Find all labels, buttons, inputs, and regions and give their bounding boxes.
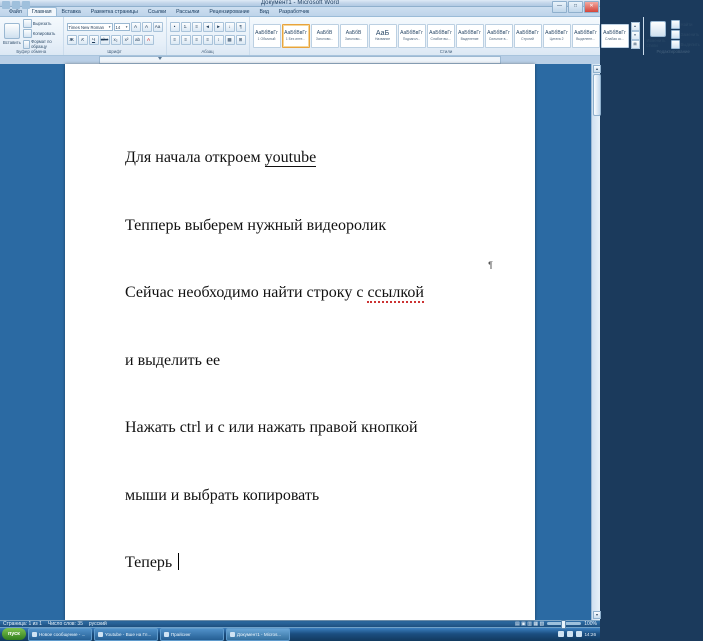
doc-line-6: мыши и выбрать копировать [125, 486, 320, 504]
group-paragraph [167, 17, 250, 55]
clear-formatting-button[interactable]: Aa [153, 22, 163, 32]
scroll-down-icon[interactable]: ▾ [593, 611, 601, 619]
change-styles-icon [650, 21, 666, 37]
strikethrough-button[interactable]: abc [100, 35, 110, 45]
tab-file[interactable]: Файл [9, 9, 22, 15]
doc-line-4: и выделить ее [125, 351, 221, 369]
zoom-knob[interactable] [561, 620, 566, 629]
style-item[interactable]: АаБбВ Заголово... [311, 24, 339, 48]
align-left-button[interactable]: ≡ [170, 35, 180, 45]
styles-gallery-scroll[interactable] [631, 22, 640, 49]
close-button[interactable]: ✕ [584, 1, 599, 13]
sort-button[interactable]: ↓ [225, 22, 235, 32]
zoom-slider[interactable] [547, 622, 581, 625]
scissors-icon [23, 19, 32, 28]
shrink-font-button[interactable]: A [142, 22, 152, 32]
select-icon [671, 40, 680, 49]
document-text[interactable] [125, 102, 505, 620]
document-canvas [0, 64, 600, 620]
highlight-button[interactable]: ab [133, 35, 143, 45]
line-spacing-button[interactable]: ↕ [214, 35, 224, 45]
align-center-button[interactable]: ≡ [181, 35, 191, 45]
group-styles [250, 17, 644, 55]
style-item[interactable]: АаБ Название [369, 24, 397, 48]
format-painter-button[interactable]: Формат по образцу [23, 39, 60, 49]
chevron-down-icon: ▾ [108, 25, 111, 29]
app-icon [164, 632, 169, 637]
redo-icon[interactable] [22, 1, 30, 9]
grow-font-button[interactable]: A [131, 22, 141, 32]
subscript-button[interactable]: x₂ [111, 35, 121, 45]
tab-insert[interactable]: Вставка [61, 9, 81, 15]
taskbar-item-active[interactable]: Документ1 - Micros... [226, 628, 290, 641]
gallery-down-icon[interactable]: ▾ [631, 31, 640, 40]
numbering-button[interactable]: 1. [181, 22, 191, 32]
title-bar [0, 0, 600, 7]
tab-mailings[interactable]: Рассылки [176, 9, 200, 15]
group-label-clipboard: Буфер обмена [16, 49, 47, 54]
borders-button[interactable]: ⊞ [236, 35, 246, 45]
doc-line-2: Тепперь выберем нужный видеоролик [125, 216, 387, 234]
status-words[interactable]: Число слов: 35 [47, 620, 83, 627]
group-clipboard [0, 17, 64, 55]
select-button[interactable]: Выделить [671, 40, 700, 49]
group-label-font: Шрифт [107, 49, 122, 54]
find-button[interactable]: Найти [671, 20, 700, 29]
italic-button[interactable]: К [78, 35, 88, 45]
tab-review[interactable]: Рецензирование [209, 9, 250, 15]
superscript-button[interactable]: x² [122, 35, 132, 45]
font-size-combo[interactable]: 14 ▾ [115, 24, 128, 30]
status-bar [0, 620, 600, 627]
taskbar-item[interactable]: Новое сообщение - ... [28, 628, 92, 641]
font-family-combo[interactable]: Times New Roman ▾ [68, 24, 111, 30]
vertical-scrollbar[interactable] [591, 64, 600, 620]
style-item[interactable]: AaБбВвГг Подзагол... [398, 24, 426, 48]
replace-button[interactable]: Заменить [671, 30, 700, 39]
style-item[interactable]: AaБбВвГг Выделение [456, 24, 484, 48]
group-label-editing: Редактирование [656, 49, 690, 54]
group-label-styles: Стили [439, 49, 453, 54]
show-marks-button[interactable]: ¶ [236, 22, 246, 32]
ribbon [0, 17, 700, 56]
cut-button[interactable]: Вырезать [23, 19, 60, 28]
paintbrush-icon [23, 40, 30, 49]
language-icon[interactable] [576, 631, 582, 637]
paragraph-mark: ¶ [488, 260, 493, 270]
tab-view[interactable]: Вид [259, 9, 269, 15]
network-icon[interactable] [558, 631, 564, 637]
increase-indent-button[interactable]: ► [214, 22, 224, 32]
style-item[interactable]: AaБбВвГг 1 Обычный [253, 24, 281, 48]
doc-line-3: Сейчас необходимо найти строку с ссылкой [125, 284, 424, 301]
group-editing [644, 17, 703, 55]
window-title: Документ1 - Microsoft Word [260, 0, 340, 6]
taskbar [0, 627, 600, 641]
save-icon[interactable] [2, 1, 10, 9]
gallery-up-icon[interactable]: ▴ [631, 22, 640, 31]
ribbon-tab-strip[interactable] [0, 7, 600, 17]
window-controls[interactable] [552, 1, 599, 13]
indent-marker[interactable] [158, 57, 162, 60]
gallery-more-icon[interactable]: ▤ [631, 40, 640, 49]
multilevel-list-button[interactable]: ≡ [192, 22, 202, 32]
start-button[interactable]: пуск [2, 628, 26, 640]
app-icon [230, 632, 235, 637]
text-cursor [178, 553, 179, 570]
shading-button[interactable]: ▩ [225, 35, 235, 45]
tab-references[interactable]: Ссылки [147, 9, 167, 15]
copy-button[interactable]: Копировать [23, 29, 60, 38]
align-right-button[interactable]: ≡ [192, 35, 202, 45]
paste-icon [4, 23, 20, 39]
decrease-indent-button[interactable]: ◄ [203, 22, 213, 32]
style-item[interactable]: АаБбВ Заголово... [340, 24, 368, 48]
minimize-button[interactable]: — [552, 1, 567, 13]
view-buttons[interactable]: ▤ ▣ ▥ ▦ ▧ [515, 620, 545, 627]
underline-button[interactable]: Ч [89, 35, 99, 45]
maximize-button[interactable]: □ [568, 1, 583, 13]
style-item[interactable]: AaБбВвГг Выделенн... [572, 24, 600, 48]
tab-page-layout[interactable]: Разметка страницы [90, 9, 138, 15]
zoom-level[interactable]: 100% [584, 620, 597, 627]
style-item[interactable]: AaБбВвГг Слабое вы... [427, 24, 455, 48]
tab-developer[interactable]: Разработчик [278, 9, 310, 15]
tray-clock[interactable]: 14:26 [584, 631, 596, 637]
system-tray[interactable] [558, 631, 599, 637]
horizontal-ruler[interactable] [99, 56, 501, 64]
chevron-down-icon: ▾ [125, 25, 128, 29]
undo-icon[interactable] [12, 1, 20, 9]
copy-icon [23, 29, 32, 38]
style-item[interactable]: AaБбВвГг Слабая сс... [601, 24, 629, 48]
app-icon [32, 632, 37, 637]
doc-line-1: Для начала откроем youtube [125, 149, 317, 166]
style-item[interactable]: AaБбВвГг Цитата 2 [543, 24, 571, 48]
scroll-up-icon[interactable]: ▴ [593, 65, 601, 73]
status-language[interactable]: русский [88, 620, 107, 627]
styles-gallery[interactable] [253, 19, 640, 49]
font-color-button[interactable]: A [144, 35, 154, 45]
group-label-paragraph: Абзац [201, 49, 214, 54]
change-styles-button[interactable]: Изменить стили [647, 21, 669, 48]
taskbar-item[interactable]: Прайсинг [160, 628, 224, 641]
bold-button[interactable]: Ж [67, 35, 77, 45]
paste-button[interactable]: Вставить [3, 23, 21, 45]
style-item[interactable]: AaБбВвГг Строгий [514, 24, 542, 48]
doc-line-5: Нажать ctrl и с или нажать правой кнопкой [125, 419, 418, 436]
doc-line-7: Теперь [125, 552, 505, 575]
document-page[interactable] [65, 64, 535, 620]
status-page[interactable]: Страница: 1 из 1 [3, 620, 42, 627]
ruler-area [0, 56, 600, 64]
app-icon [98, 632, 103, 637]
tab-home[interactable]: Главная [27, 7, 57, 16]
bullets-button[interactable]: • [170, 22, 180, 32]
replace-icon [671, 30, 680, 39]
link-youtube: youtube [264, 149, 317, 166]
scrollbar-thumb[interactable] [593, 74, 601, 116]
taskbar-item[interactable]: Youtube - Вше на Гл... [94, 628, 158, 641]
style-item-selected[interactable]: AaБбВвГг 1 Без инте... [282, 24, 310, 48]
quick-access-toolbar[interactable] [2, 1, 30, 9]
style-item[interactable]: AaБбВвГг Сильное в... [485, 24, 513, 48]
search-icon [671, 20, 680, 29]
justify-button[interactable]: ≡ [203, 35, 213, 45]
group-font [64, 17, 167, 55]
volume-icon[interactable] [567, 631, 573, 637]
misspelled-word: ссылкой [367, 284, 424, 301]
